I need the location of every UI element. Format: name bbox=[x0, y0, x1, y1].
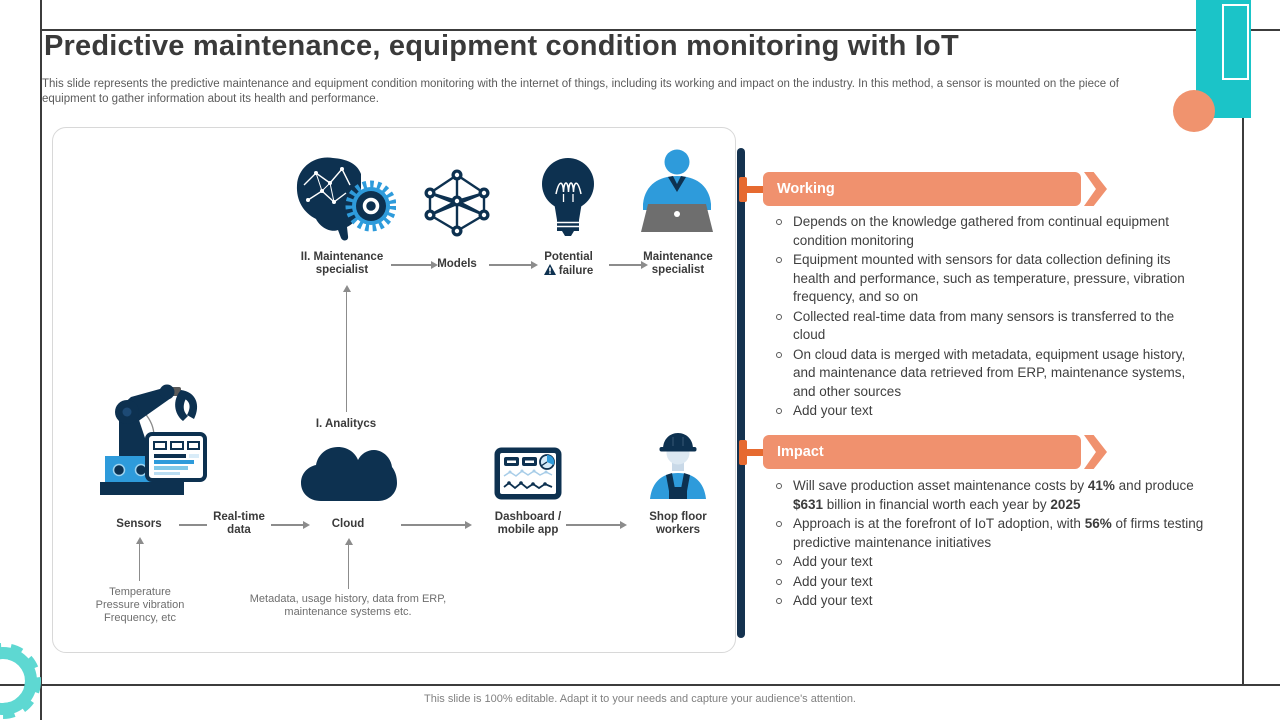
bullet-icon bbox=[776, 598, 782, 604]
impact-connector-tick bbox=[739, 440, 747, 465]
bullet-icon bbox=[776, 579, 782, 585]
arrow-sensors-realtime bbox=[179, 524, 207, 526]
list-item: Approach is at the forefront of IoT adoption, with 56% of firms testing predictive maintenance initiatives bbox=[775, 515, 1205, 552]
impact-header: Impact bbox=[763, 435, 1081, 469]
impact-bullet-list bbox=[775, 477, 1205, 612]
brain-gear-icon bbox=[291, 154, 396, 244]
sensor-inputs-note: Temperature Pressure vibration Frequency, etc bbox=[95, 586, 185, 624]
impact-header-arrow-icon bbox=[1084, 435, 1107, 469]
arrow-dashboard-worker bbox=[566, 524, 620, 526]
potential-line2: failure bbox=[521, 264, 616, 278]
arrowhead bbox=[343, 285, 351, 292]
list-item: Will save production asset maintenance costs by 41% and produce $631 billion in financial worth each year by 2025 bbox=[775, 477, 1205, 514]
flow-label-analytics: I. Analitycs bbox=[315, 418, 377, 430]
working-connector-tick bbox=[739, 177, 747, 202]
arrowhead bbox=[345, 538, 353, 545]
diagram-panel bbox=[52, 127, 736, 653]
frame-left-line bbox=[40, 0, 42, 720]
slide-description: This slide represents the predictive maintenance and equipment condition monitoring with the internet of things, including its working and impact on the industry. In this method, a sensor is mounted on the piece of equipment to gather information about its health and performance. bbox=[42, 78, 1119, 105]
arrowhead bbox=[620, 521, 627, 529]
network-model-icon bbox=[421, 168, 493, 238]
arrow-realtime-cloud bbox=[271, 524, 303, 526]
node-label-sensors: Sensors bbox=[116, 518, 162, 530]
bullet-icon bbox=[776, 521, 782, 527]
list-item: On cloud data is merged with metadata, equipment usage history, and maintenance data retrieved from ERP, maintenance systems, and other sources bbox=[775, 346, 1205, 402]
lightbulb-icon bbox=[538, 156, 598, 238]
node-label-maintenance-specialist: Maintenance specialist bbox=[643, 251, 713, 276]
list-item-placeholder[interactable]: Add your text bbox=[775, 402, 1205, 421]
teal-inner-rect bbox=[1222, 4, 1249, 80]
working-bullet-list bbox=[775, 213, 1205, 422]
bullet-icon bbox=[776, 559, 782, 565]
arrowhead bbox=[641, 261, 648, 269]
list-item: Collected real-time data from many sensors is transferred to the cloud bbox=[775, 308, 1205, 345]
arrow-cloud-inputs bbox=[348, 545, 350, 589]
arrowhead bbox=[465, 521, 472, 529]
bullet-icon bbox=[776, 408, 782, 414]
working-header: Working bbox=[763, 172, 1081, 206]
list-item: Equipment mounted with sensors for data collection defining its health and performance, such as temperature, pressure, vibration frequency, and so on bbox=[775, 251, 1205, 307]
page-title: Predictive maintenance, equipment condition monitoring with IoT bbox=[44, 30, 959, 62]
orange-circle-deco bbox=[1173, 90, 1215, 132]
footer-note: This slide is 100% editable. Adapt it to your needs and capture your audience's attention. bbox=[424, 693, 856, 705]
arrow-ms2-models bbox=[391, 264, 431, 266]
node-label-maintenance-specialist-2: II. Maintenance specialist bbox=[300, 251, 384, 276]
robot-arm-sensor-icon bbox=[91, 376, 211, 500]
node-label-models: Models bbox=[437, 258, 477, 270]
node-label-cloud: Cloud bbox=[331, 518, 365, 530]
list-item-placeholder[interactable]: Add your text bbox=[775, 573, 1205, 592]
panel-side-bar bbox=[737, 148, 745, 638]
arrow-analytics-up bbox=[346, 292, 348, 412]
arrow-cloud-dashboard bbox=[401, 524, 465, 526]
arrow-failure-ms bbox=[609, 264, 641, 266]
working-header-arrow-icon bbox=[1084, 172, 1107, 206]
arrow-models-failure bbox=[489, 264, 531, 266]
bullet-icon bbox=[776, 219, 782, 225]
warning-icon bbox=[544, 264, 556, 275]
cloud-inputs-note: Metadata, usage history, data from ERP, maintenance systems etc. bbox=[249, 593, 447, 618]
bullet-icon bbox=[776, 352, 782, 358]
frame-right-line bbox=[1242, 29, 1244, 685]
frame-bottom-line bbox=[0, 684, 1280, 686]
worker-icon bbox=[647, 431, 709, 499]
bullet-icon bbox=[776, 483, 782, 489]
arrow-sensor-inputs bbox=[139, 544, 141, 581]
arrowhead bbox=[136, 537, 144, 544]
potential-line1: Potential bbox=[544, 251, 593, 263]
bullet-icon bbox=[776, 257, 782, 263]
dashboard-icon bbox=[493, 446, 563, 501]
list-item: Depends on the knowledge gathered from continual equipment condition monitoring bbox=[775, 213, 1205, 250]
list-item-placeholder[interactable]: Add your text bbox=[775, 592, 1205, 611]
cloud-icon bbox=[298, 441, 398, 503]
person-laptop-icon bbox=[635, 148, 719, 236]
list-item-placeholder[interactable]: Add your text bbox=[775, 553, 1205, 572]
flow-label-real-time: Real-time data bbox=[213, 511, 265, 536]
arrowhead bbox=[431, 261, 438, 269]
bullet-icon bbox=[776, 314, 782, 320]
node-label-shop-floor: Shop floor workers bbox=[649, 511, 707, 536]
gear-icon bbox=[0, 631, 53, 720]
node-label-dashboard: Dashboard / mobile app bbox=[494, 511, 562, 536]
arrowhead bbox=[303, 521, 310, 529]
arrowhead bbox=[531, 261, 538, 269]
